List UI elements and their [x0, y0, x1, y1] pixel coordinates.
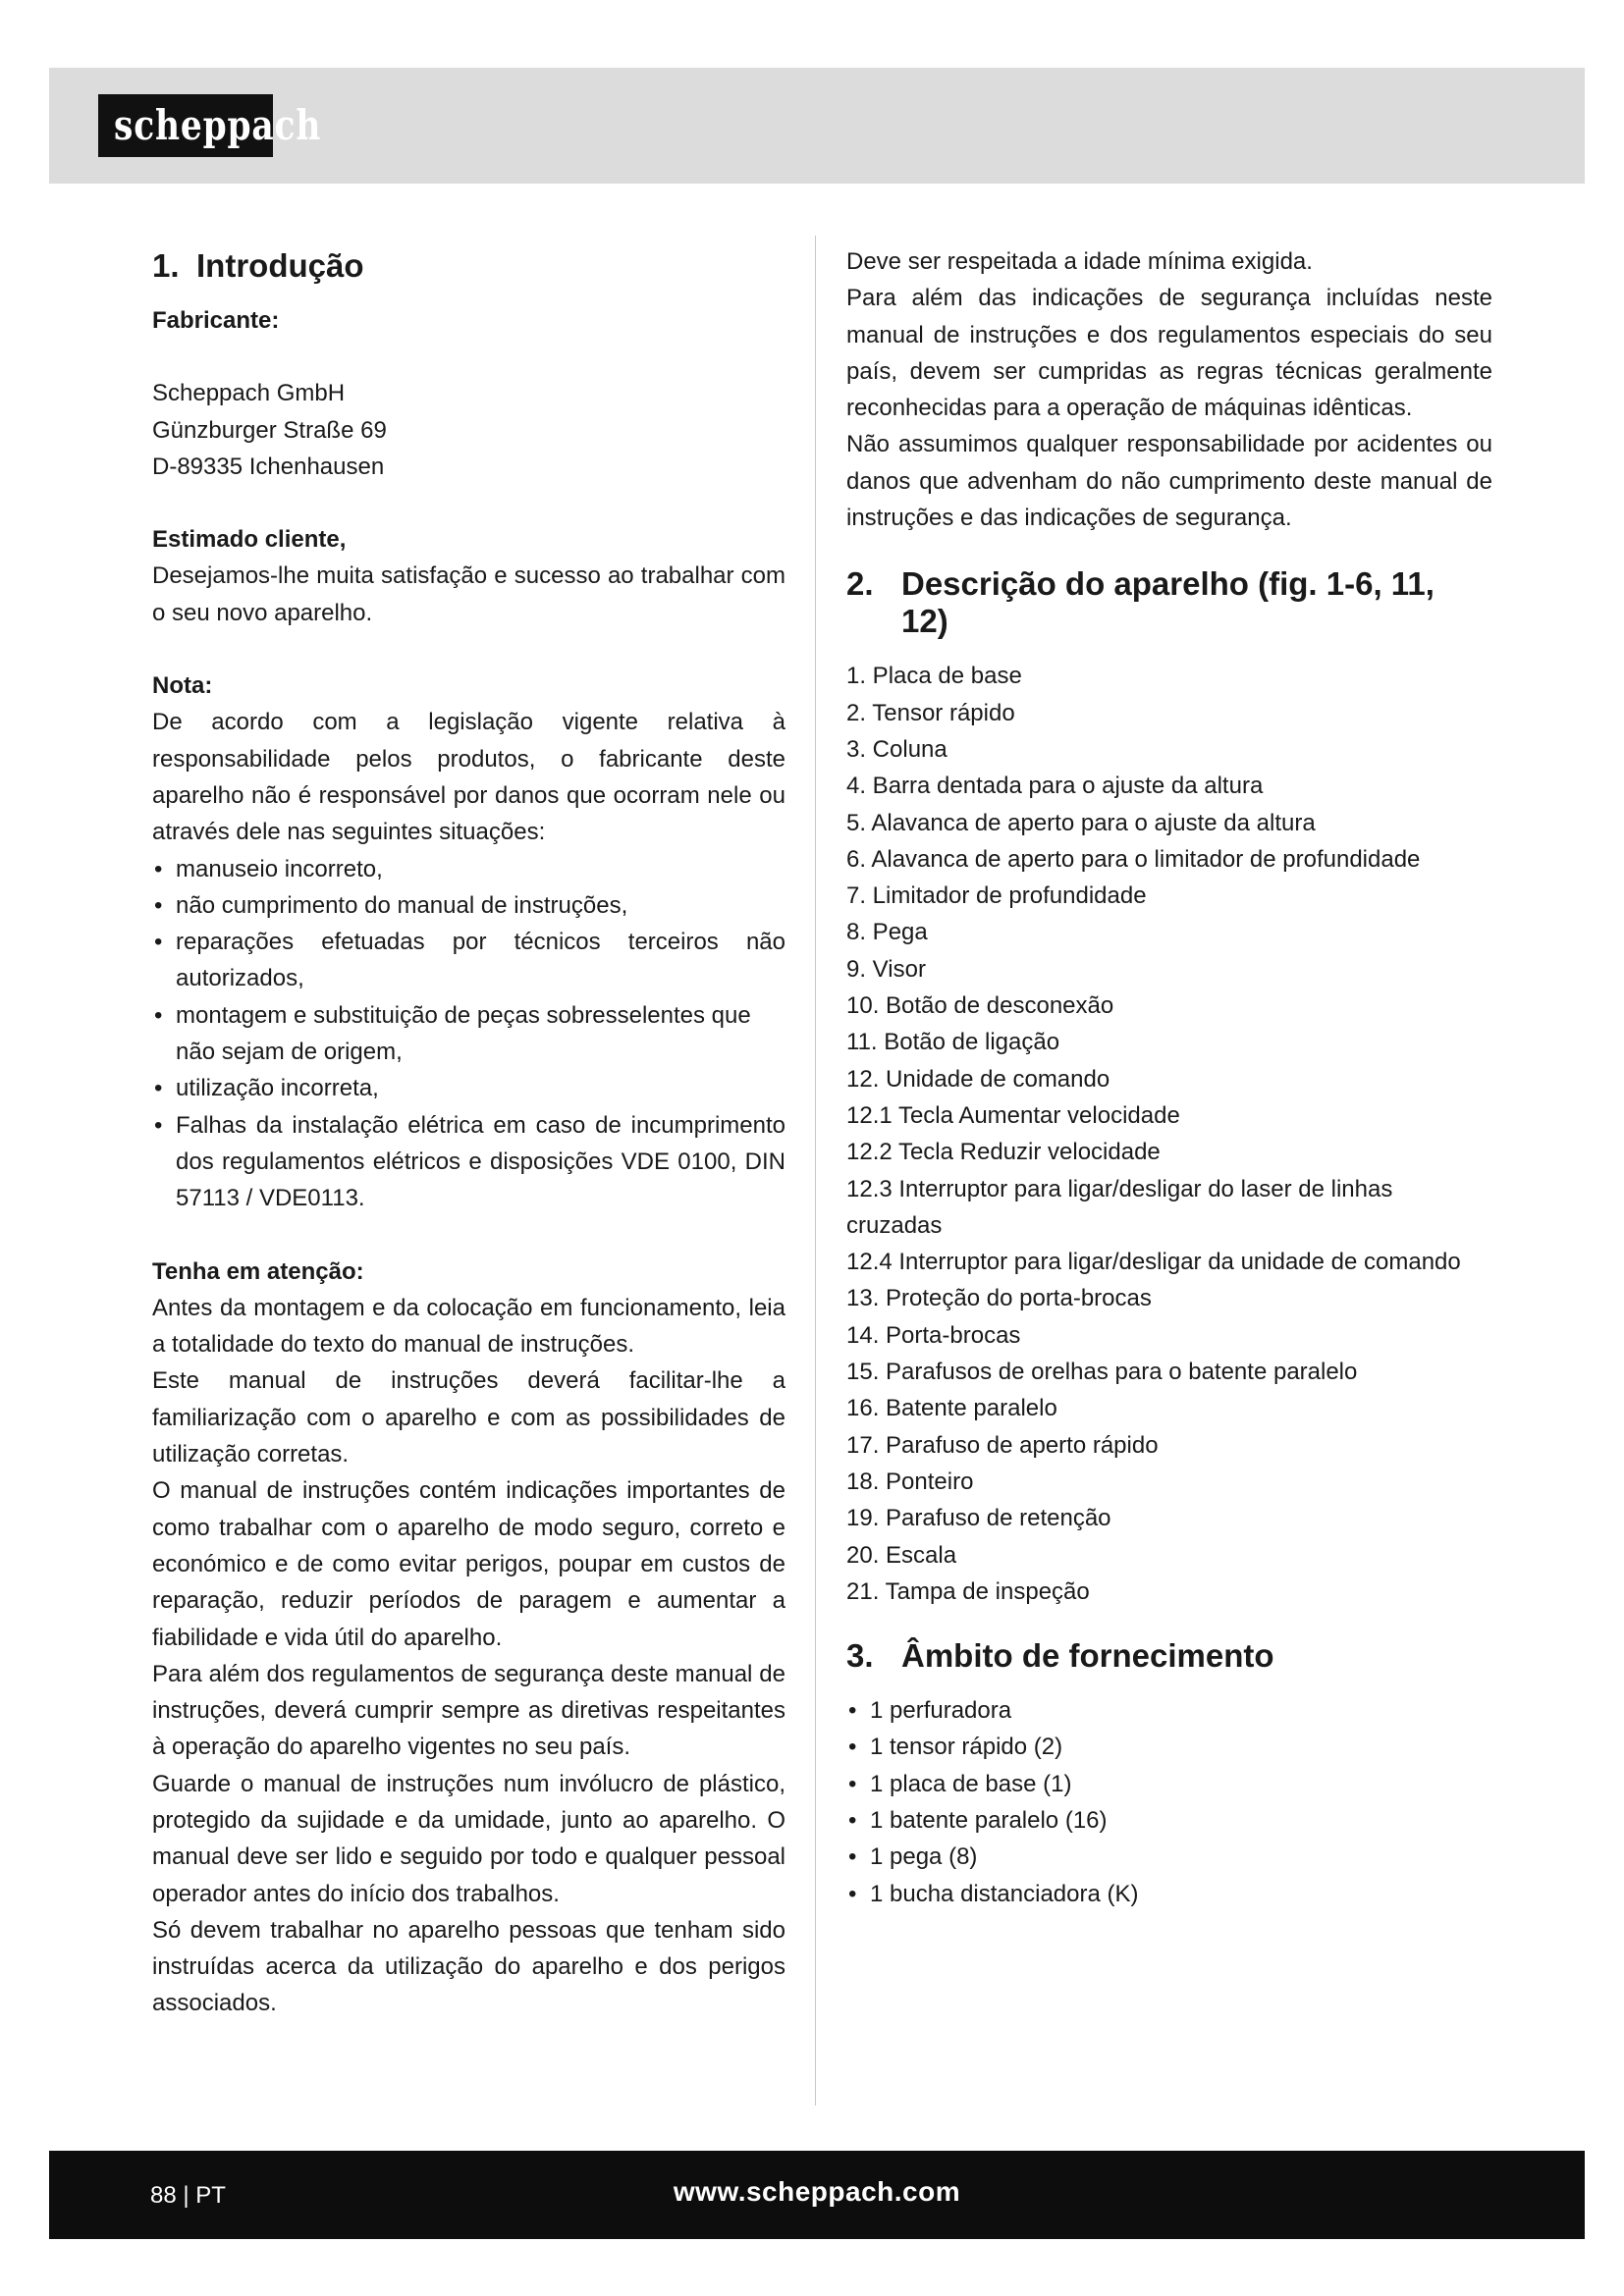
part-item: 11. Botão de ligação: [846, 1029, 1060, 1056]
part-item: 1. Placa de base: [846, 663, 1022, 690]
section-3-number: 3.: [846, 1637, 874, 1675]
part-item: 3. Coluna: [846, 735, 947, 763]
part-item: 17. Parafuso de aperto rápido: [846, 1431, 1159, 1459]
list-item: • Falhas da instalação elétrica em caso de incumprimento dos regulamentos elétricos e disposições VDE 0100, DIN 57113 / VDE0113.: [152, 1107, 785, 1217]
list-item: • manuseio incorreto,: [152, 851, 785, 887]
list-item: • 1 batente paralelo (16): [846, 1802, 1492, 1839]
attention-paragraph: Guarde o manual de instruções num invólucro de plástico, protegido da sujidade e da umidade, junto ao aparelho. O manual deve ser lido e seguido por todo e qualquer pessoal operador antes do início dos trabalhos.: [152, 1770, 785, 1907]
part-item: 4. Barra dentada para o ajuste da altura: [846, 773, 1264, 800]
website-link[interactable]: www.scheppach.com: [673, 2176, 961, 2207]
list-item: • reparações efetuadas por técnicos terceiros não autorizados,: [152, 924, 785, 997]
intro-paragraph: Para além das indicações de segurança incluídas neste manual de instruções e dos regulamentos especiais do seu país, devem ser cumpridas as regras técnicas geralmente reconhecidas para a operação de máquinas idênticas.: [846, 285, 1492, 422]
page-number: 88 | PT: [150, 2182, 226, 2209]
part-item: 14. Porta-brocas: [846, 1321, 1021, 1349]
part-item: 13. Proteção do porta-brocas: [846, 1285, 1152, 1312]
list-item: • 1 perfuradora: [846, 1692, 1492, 1729]
part-item: 12.3 Interruptor para ligar/desligar do laser de linhas cruzadas: [846, 1175, 1393, 1239]
part-item: 8. Pega: [846, 919, 928, 946]
column-divider: [815, 236, 816, 2106]
logo-text: scheppach: [114, 101, 322, 149]
part-item: 12. Unidade de comando: [846, 1065, 1110, 1093]
section-1-number: 1.: [152, 247, 180, 284]
section-3-title: Âmbito de fornecimento: [901, 1637, 1274, 1675]
section-3-heading: [846, 1637, 1492, 1675]
address-line: D-89335 Ichenhausen: [152, 453, 385, 480]
supply-list: [846, 1692, 1492, 1912]
list-item: • 1 placa de base (1): [846, 1766, 1492, 1802]
intro-paragraph: Não assumimos qualquer responsabilidade por acidentes ou danos que advenham do não cumprimento deste manual de instruções e das indicações de segurança.: [846, 431, 1492, 532]
right-column: [846, 236, 1492, 1912]
section-2-title-line2: 12): [901, 603, 948, 640]
parts-list: [846, 658, 1492, 1610]
header-band: [49, 68, 1585, 184]
list-item: • 1 tensor rápido (2): [846, 1729, 1492, 1765]
part-item: 20. Escala: [846, 1541, 957, 1569]
part-item: 12.2 Tecla Reduzir velocidade: [846, 1139, 1161, 1166]
part-item: 5. Alavanca de aperto para o ajuste da altura: [846, 809, 1316, 836]
greeting-title: Estimado cliente,: [152, 526, 347, 554]
list-item: • montagem e substituição de peças sobresselentes que não sejam de origem,: [152, 997, 785, 1071]
left-column: [152, 236, 785, 2022]
part-item: 12.4 Interruptor para ligar/desligar da unidade de comando: [846, 1249, 1461, 1276]
section-2-heading: [846, 565, 1492, 640]
intro-paragraph: Deve ser respeitada a idade mínima exigida.: [846, 248, 1313, 275]
part-item: 15. Parafusos de orelhas para o batente paralelo: [846, 1359, 1358, 1386]
part-item: 10. Botão de desconexão: [846, 992, 1114, 1020]
list-item: • não cumprimento do manual de instruções,: [152, 887, 785, 924]
part-item: 9. Visor: [846, 955, 926, 983]
note-label: Nota:: [152, 672, 213, 700]
section-1-heading: [152, 247, 785, 285]
list-item: • 1 bucha distanciadora (K): [846, 1876, 1492, 1912]
part-item: 12.1 Tecla Aumentar velocidade: [846, 1101, 1180, 1129]
part-item: 7. Limitador de profundidade: [846, 882, 1147, 910]
footer-bar: [49, 2151, 1585, 2239]
note-text: De acordo com a legislação vigente relativa à responsabilidade pelos produtos, o fabricante deste aparelho não é responsável por danos que ocorram nele ou através dele nas seguintes situações:: [152, 709, 785, 846]
scheppach-logo: [98, 94, 322, 157]
address-line: Günzburger Straße 69: [152, 416, 387, 444]
manufacturer-label: Fabricante:: [152, 307, 280, 334]
note-list: [152, 851, 785, 1217]
list-item: • utilização incorreta,: [152, 1070, 785, 1106]
part-item: 16. Batente paralelo: [846, 1395, 1057, 1422]
attention-label: Tenha em atenção:: [152, 1257, 364, 1285]
attention-paragraph: Este manual de instruções deverá facilitar-lhe a familiarização com o aparelho e com as possibilidades de utilização corretas.: [152, 1367, 785, 1468]
section-2-title-line1: Descrição do aparelho (fig. 1-6, 11,: [901, 565, 1435, 603]
attention-paragraph: O manual de instruções contém indicações importantes de como trabalhar com o aparelho de modo seguro, correto e económico e de como evitar perigos, poupar em custos de reparação, reduzir períodos de paragem e aumentar a fiabilidade e vida útil do aparelho.: [152, 1477, 785, 1651]
greeting-text: Desejamos-lhe muita satisfação e sucesso ao trabalhar com o seu novo aparelho.: [152, 562, 785, 626]
attention-paragraph: Só devem trabalhar no aparelho pessoas que tenham sido instruídas acerca da utilização do aparelho e dos perigos associados.: [152, 1916, 785, 2017]
attention-paragraph: Antes da montagem e da colocação em funcionamento, leia a totalidade do texto do manual de instruções.: [152, 1294, 785, 1359]
part-item: 18. Ponteiro: [846, 1468, 974, 1495]
part-item: 2. Tensor rápido: [846, 699, 1015, 726]
part-item: 19. Parafuso de retenção: [846, 1505, 1111, 1532]
section-1-title: Introdução: [196, 247, 364, 284]
part-item: 21. Tampa de inspeção: [846, 1577, 1090, 1605]
address-line: Scheppach GmbH: [152, 380, 346, 407]
section-2-number: 2.: [846, 565, 874, 603]
part-item: 6. Alavanca de aperto para o limitador de profundidade: [846, 845, 1421, 873]
attention-paragraph: Para além dos regulamentos de segurança deste manual de instruções, deverá cumprir sempre as diretivas respeitantes à operação do aparelho vigentes no seu país.: [152, 1660, 785, 1761]
list-item: • 1 pega (8): [846, 1839, 1492, 1875]
